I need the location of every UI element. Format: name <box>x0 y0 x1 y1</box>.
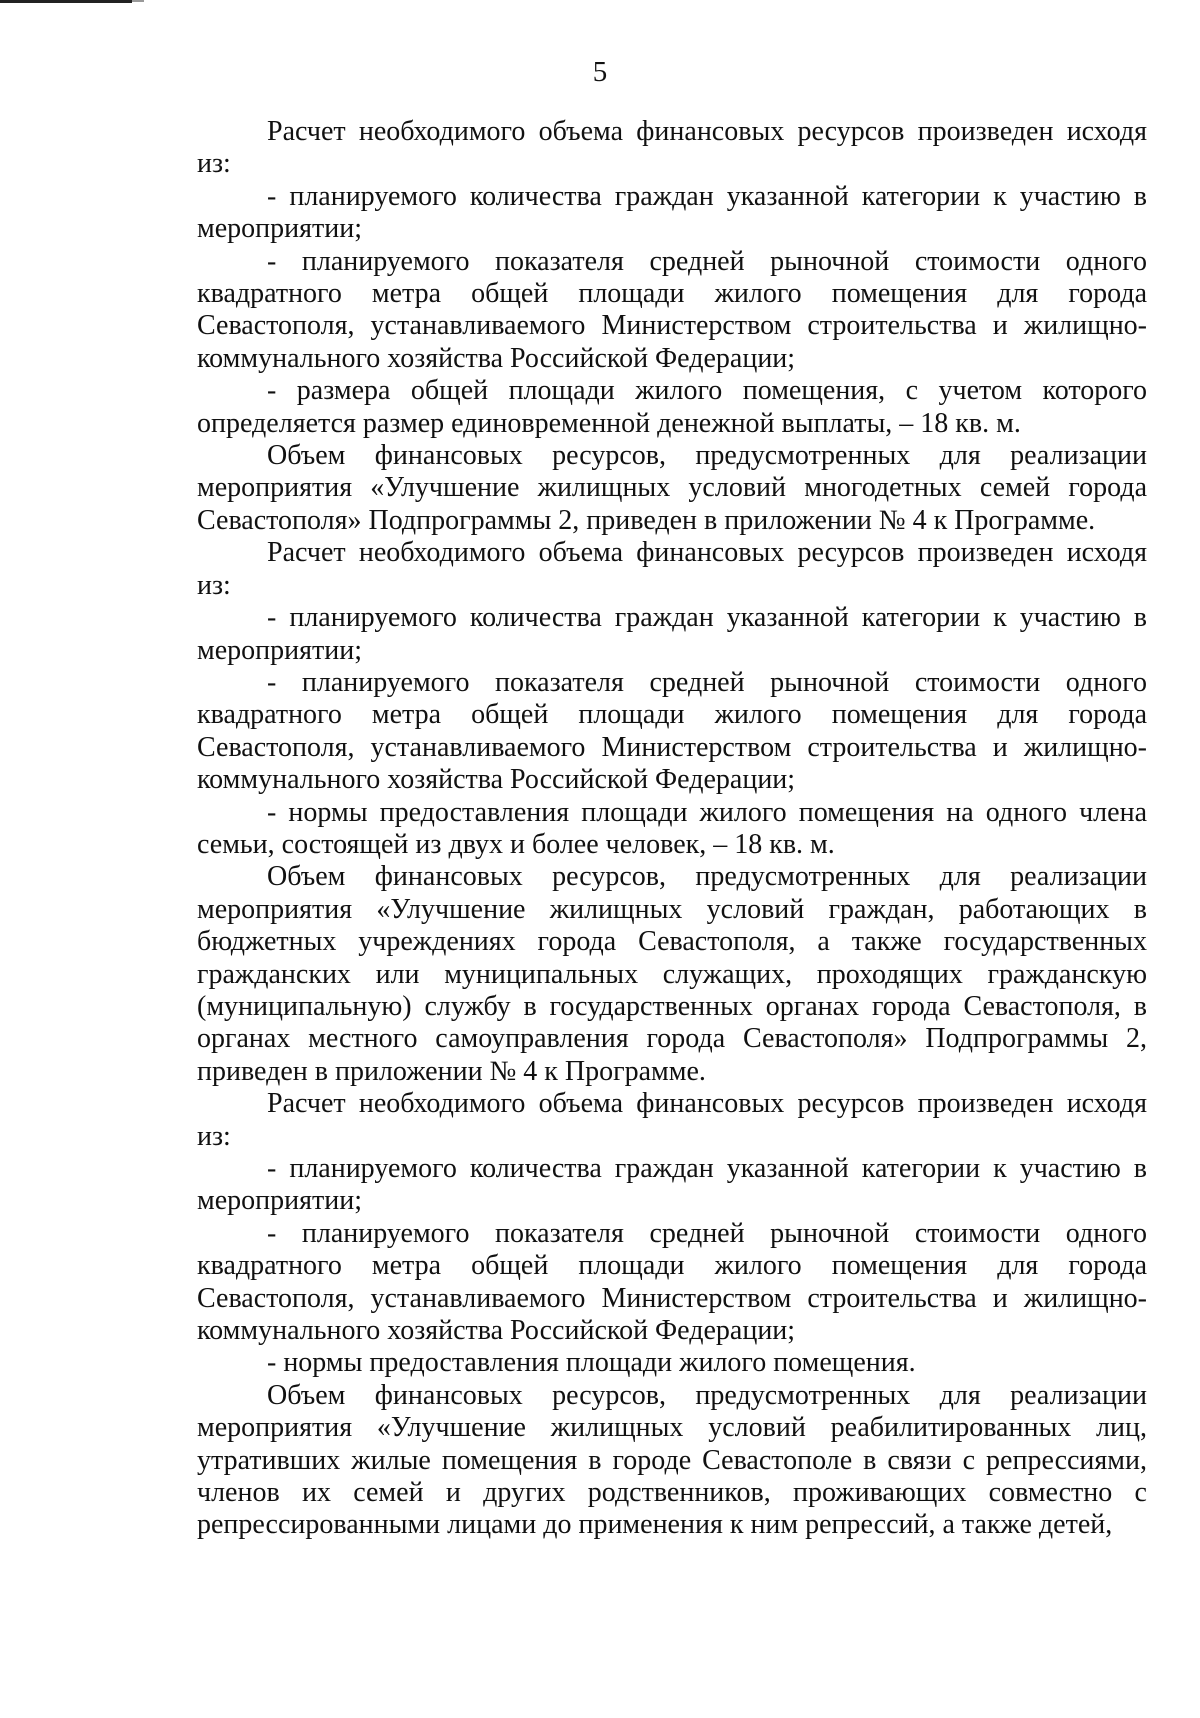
list-item: - размера общей площади жилого помещения, с учетом которого определяется размер единовременной денежной выплаты, – 18 кв. м. <box>197 375 1147 439</box>
list-item: - планируемого показателя средней рыночной стоимости одного квадратного метра общей площади жилого помещения для города Севастополя, устанавливаемого Министерством строительства и жилищно-коммунального хозяйства Российской Федерации; <box>197 1217 1147 1347</box>
list-item: - планируемого количества граждан указанной категории к участию в мероприятии; <box>197 180 1147 245</box>
paragraph: Расчет необходимого объема финансовых ресурсов произведен исходя из: <box>197 537 1147 601</box>
list-item: - планируемого количества граждан указанной категории к участию в мероприятии; <box>197 1153 1147 1217</box>
scan-corner-mark <box>0 0 132 3</box>
list-item: - планируемого показателя средней рыночной стоимости одного квадратного метра общей площади жилого помещения для города Севастополя, устанавливаемого Министерством строительства и жилищно-коммунального хозяйства Российской Федерации; <box>197 245 1147 374</box>
paragraph: Объем финансовых ресурсов, предусмотренных для реализации мероприятия «Улучшение жилищных условий многодетных семей города Севастополя» Подпрограммы 2, приведен в приложении № 4 к Программе. <box>197 440 1147 536</box>
paragraph: Расчет необходимого объема финансовых ресурсов произведен исходя из: <box>197 116 1147 180</box>
paragraph: Объем финансовых ресурсов, предусмотренных для реализации мероприятия «Улучшение жилищных условий граждан, работающих в бюджетных учреждениях города Севастополя, а также государственных гражданских или муниципальных служащих, проходящих гражданскую (муниципальную) службу в государственных органах города Севастополя, в органах местного самоуправления города Севастополя» Подпрограммы 2, приведен в приложении № 4 к Программе. <box>197 861 1147 1087</box>
body-text <box>197 116 1147 1542</box>
page-number: 5 <box>592 56 608 88</box>
list-item: - нормы предоставления площади жилого помещения на одного члена семьи, состоящей из двух и более человек, – 18 кв. м. <box>197 796 1147 860</box>
paragraph: Объем финансовых ресурсов, предусмотренных для реализации мероприятия «Улучшение жилищных условий реабилитированных лиц, утративших жилые помещения в городе Севастополе в связи с репрессиями, членов их семей и других родственников, проживающих совместно с репрессированными лицами до применения к ним репрессий, а также детей, <box>197 1379 1147 1541</box>
paragraph: Расчет необходимого объема финансовых ресурсов произведен исходя из: <box>197 1088 1147 1152</box>
list-item: - планируемого количества граждан указанной категории к участию в мероприятии; <box>197 602 1147 666</box>
list-item: - нормы предоставления площади жилого помещения. <box>267 1347 916 1379</box>
list-item: - планируемого показателя средней рыночной стоимости одного квадратного метра общей площади жилого помещения для города Севастополя, устанавливаемого Министерством строительства и жилищно-коммунального хозяйства Российской Федерации; <box>197 666 1147 796</box>
